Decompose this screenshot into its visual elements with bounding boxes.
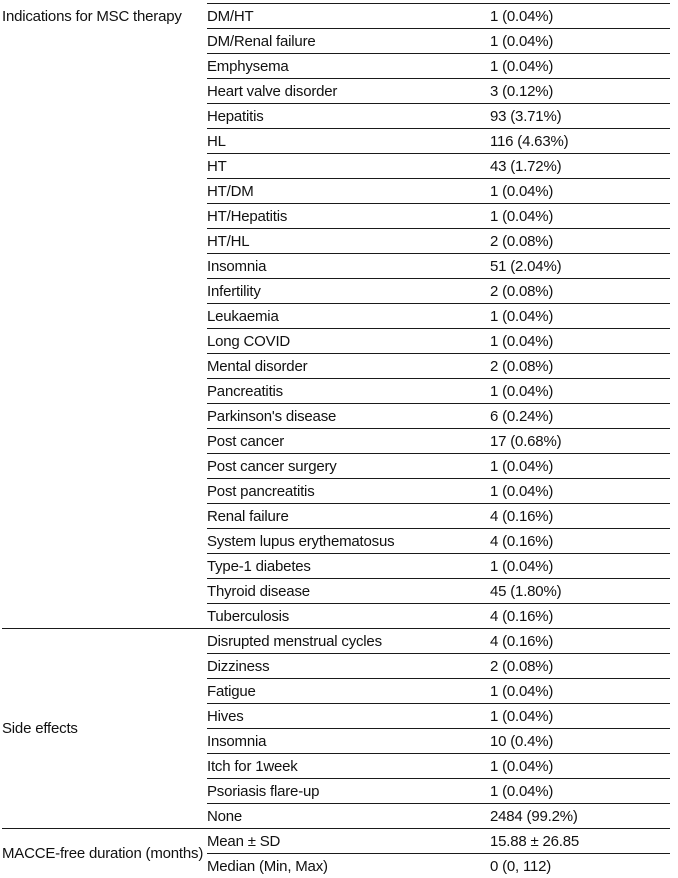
section-label: Side effects — [2, 629, 207, 829]
row-label-cell: DM/Renal failure — [207, 29, 490, 54]
row-label-cell: HT/DM — [207, 179, 490, 204]
row-label-cell: Post cancer surgery — [207, 454, 490, 479]
row-value-cell: 1 (0.04%) — [490, 754, 670, 779]
row-value-cell: 45 (1.80%) — [490, 579, 670, 604]
row-label-cell: Itch for 1week — [207, 754, 490, 779]
row-label-cell: Long COVID — [207, 329, 490, 354]
section-label: MACCE-free duration (months) — [2, 829, 207, 878]
section-label: Indications for MSC therapy — [2, 4, 207, 629]
row-label-cell: Insomnia — [207, 729, 490, 754]
row-label-cell: Heart valve disorder — [207, 79, 490, 104]
row-label-cell: None — [207, 804, 490, 829]
row-label-cell: Pancreatitis — [207, 379, 490, 404]
row-label-cell: Tuberculosis — [207, 604, 490, 629]
row-label-cell: Post pancreatitis — [207, 479, 490, 504]
row-value-cell: 1 (0.04%) — [490, 329, 670, 354]
row-label-cell: Psoriasis flare-up — [207, 779, 490, 804]
row-value-cell: 1 (0.04%) — [490, 779, 670, 804]
row-label-cell: Dizziness — [207, 654, 490, 679]
row-label-cell: HT/Hepatitis — [207, 204, 490, 229]
row-label-cell: Insomnia — [207, 254, 490, 279]
row-label-cell: Mental disorder — [207, 354, 490, 379]
row-value-cell: 2 (0.08%) — [490, 654, 670, 679]
row-value-cell: 1 (0.04%) — [490, 29, 670, 54]
row-value-cell: 1 (0.04%) — [490, 379, 670, 404]
row-value-cell: 1 (0.04%) — [490, 4, 670, 29]
msc-outcomes-table — [2, 3, 670, 878]
table-row — [2, 4, 670, 29]
row-label-cell: Hepatitis — [207, 104, 490, 129]
row-value-cell: 2 (0.08%) — [490, 279, 670, 304]
row-value-cell: 15.88 ± 26.85 — [490, 829, 670, 854]
row-value-cell: 93 (3.71%) — [490, 104, 670, 129]
row-label-cell: Thyroid disease — [207, 579, 490, 604]
row-label-cell: Emphysema — [207, 54, 490, 79]
row-value-cell: 0 (0, 112) — [490, 854, 670, 878]
row-label-cell: Infertility — [207, 279, 490, 304]
row-label-cell: Median (Min, Max) — [207, 854, 490, 878]
row-label-cell: Parkinson's disease — [207, 404, 490, 429]
row-label-cell: Renal failure — [207, 504, 490, 529]
row-value-cell: 4 (0.16%) — [490, 529, 670, 554]
row-label-cell: Disrupted menstrual cycles — [207, 629, 490, 654]
row-value-cell: 6 (0.24%) — [490, 404, 670, 429]
row-value-cell: 10 (0.4%) — [490, 729, 670, 754]
row-label-cell: Post cancer — [207, 429, 490, 454]
row-label-cell: DM/HT — [207, 4, 490, 29]
row-value-cell: 1 (0.04%) — [490, 454, 670, 479]
row-value-cell: 2 (0.08%) — [490, 354, 670, 379]
row-value-cell: 4 (0.16%) — [490, 629, 670, 654]
row-value-cell: 51 (2.04%) — [490, 254, 670, 279]
row-label-cell: HT/HL — [207, 229, 490, 254]
row-value-cell: 116 (4.63%) — [490, 129, 670, 154]
row-value-cell: 1 (0.04%) — [490, 704, 670, 729]
row-value-cell: 1 (0.04%) — [490, 304, 670, 329]
row-label-cell: Leukaemia — [207, 304, 490, 329]
row-value-cell: 1 (0.04%) — [490, 554, 670, 579]
row-value-cell: 2 (0.08%) — [490, 229, 670, 254]
row-value-cell: 1 (0.04%) — [490, 54, 670, 79]
table-row — [2, 829, 670, 854]
row-value-cell: 4 (0.16%) — [490, 504, 670, 529]
row-value-cell: 4 (0.16%) — [490, 604, 670, 629]
row-label-cell: HL — [207, 129, 490, 154]
row-value-cell: 1 (0.04%) — [490, 479, 670, 504]
row-value-cell: 3 (0.12%) — [490, 79, 670, 104]
row-value-cell: 43 (1.72%) — [490, 154, 670, 179]
row-label-cell: Type-1 diabetes — [207, 554, 490, 579]
row-value-cell: 2484 (99.2%) — [490, 804, 670, 829]
row-value-cell: 1 (0.04%) — [490, 679, 670, 704]
row-label-cell: HT — [207, 154, 490, 179]
table-body — [2, 4, 670, 878]
row-value-cell: 1 (0.04%) — [490, 204, 670, 229]
row-value-cell: 1 (0.04%) — [490, 179, 670, 204]
row-label-cell: Mean ± SD — [207, 829, 490, 854]
row-label-cell: System lupus erythematosus — [207, 529, 490, 554]
table-row — [2, 629, 670, 654]
row-label-cell: Hives — [207, 704, 490, 729]
row-value-cell: 17 (0.68%) — [490, 429, 670, 454]
row-label-cell: Fatigue — [207, 679, 490, 704]
